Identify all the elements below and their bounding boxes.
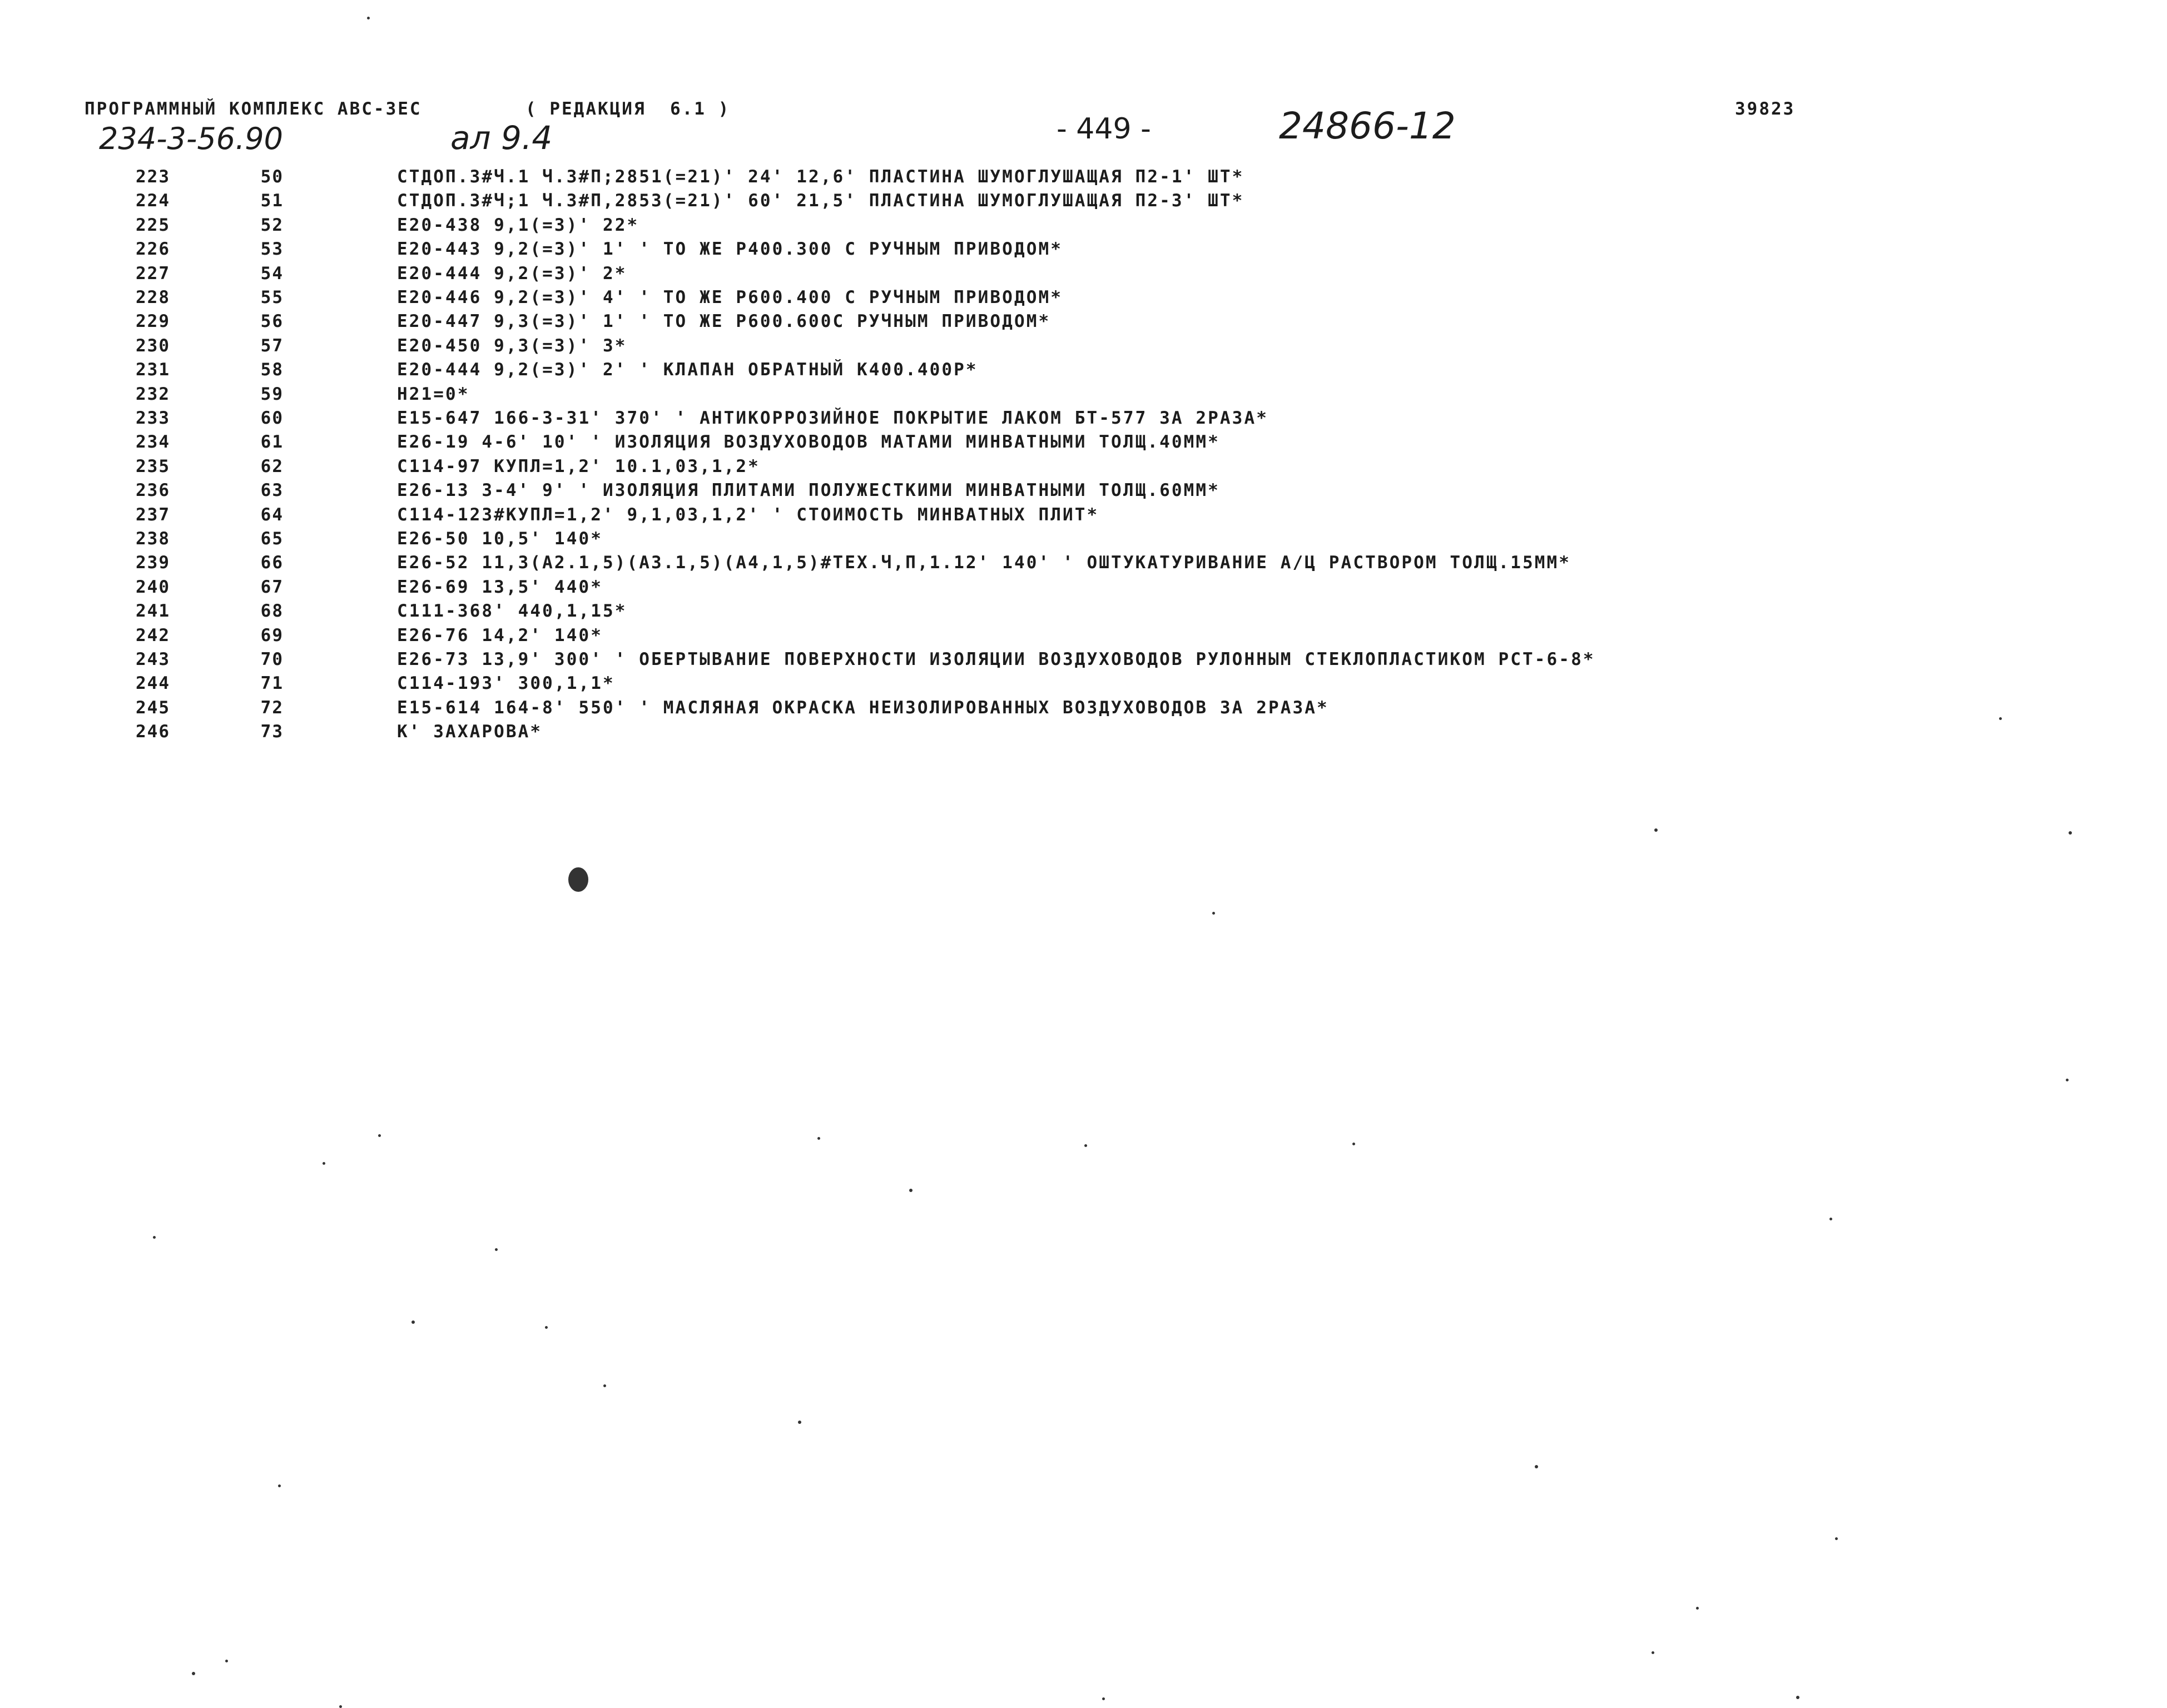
item-record: Е26-76 14,2' 140* [397,625,603,646]
table-row [0,601,2167,625]
item-number: 66 [260,553,284,573]
table-row [0,287,2167,312]
item-number: 58 [260,360,284,380]
table-row [0,408,2167,433]
right-code: 39823 [1735,99,1796,119]
item-number: 69 [260,625,284,646]
line-number: 236 [136,480,170,501]
item-record: Е26-69 13,5' 440* [397,577,603,597]
item-number: 67 [260,577,284,597]
scan-speck [367,17,370,19]
item-number: 68 [260,601,284,622]
item-number: 61 [260,432,284,453]
scan-speck [2066,1079,2069,1081]
scan-speck [339,1705,342,1708]
table-row [0,384,2167,409]
item-number: 72 [260,697,284,718]
scan-speck [1999,717,2002,720]
scan-speck [153,1236,156,1239]
line-number: 230 [136,335,170,356]
item-number: 60 [260,408,284,428]
item-record: Е20-447 9,3(=3)' 1' ' ТО ЖЕ Р600.600С РУЧНЫМ ПРИВОДОМ* [397,311,1051,332]
item-number: 52 [260,215,284,235]
item-record: Е26-13 3-4' 9' ' ИЗОЛЯЦИЯ ПЛИТАМИ ПОЛУЖЕСТКИМИ МИНВАТНЫМИ ТОЛЩ.60ММ* [397,480,1220,501]
item-record: С111-368' 440,1,15* [397,601,627,622]
item-record: С114-97 КУПЛ=1,2' 10.1,03,1,2* [397,456,760,476]
table-row [0,553,2167,577]
line-number: 232 [136,384,170,404]
line-number: 225 [136,215,170,235]
item-number: 71 [260,673,284,694]
item-record: Е26-73 13,9' 300' ' ОБЕРТЫВАНИЕ ПОВЕРХНОСТИ ИЗОЛЯЦИИ ВОЗДУХОВОДОВ РУЛОННЫМ СТЕКЛОПЛАСТИКОМ РСТ-6-8* [397,649,1595,669]
scan-speck [1212,912,1215,915]
program-title: ПРОГРАММНЫЙ КОМПЛЕКС АВС-3ЕС [85,99,422,119]
item-number: 73 [260,722,284,742]
table-row [0,360,2167,384]
item-record: Е20-443 9,2(=3)' 1' ' ТО ЖЕ Р400.300 С РУЧНЫМ ПРИВОДОМ* [397,239,1063,260]
item-number: 65 [260,529,284,549]
item-number: 53 [260,239,284,260]
item-record: Е20-446 9,2(=3)' 4' ' ТО ЖЕ Р600.400 С РУЧНЫМ ПРИВОДОМ* [397,287,1063,307]
line-number: 234 [136,432,170,453]
item-number: 59 [260,384,284,404]
item-number: 63 [260,480,284,501]
item-record: Е26-50 10,5' 140* [397,529,603,549]
table-row [0,698,2167,722]
line-number: 237 [136,504,170,525]
scan-speck [603,1384,606,1387]
line-number: 246 [136,722,170,742]
item-number: 62 [260,456,284,476]
handwritten-sub-reference: ал 9.4 [450,119,553,157]
item-record: Е15-647 166-3-31' 370' ' АНТИКОРРОЗИЙНОЕ ПОКРЫТИЕ ЛАКОМ БТ-577 ЗА 2РАЗА* [397,408,1268,428]
scan-speck [225,1660,228,1662]
scan-speck [1829,1218,1832,1220]
table-row [0,480,2167,505]
line-number: 240 [136,577,170,597]
line-number: 227 [136,263,170,284]
scan-speck [1084,1144,1087,1147]
line-number: 238 [136,529,170,549]
scan-speck [545,1326,548,1329]
line-number: 224 [136,191,170,211]
table-row [0,311,2167,336]
line-number: 231 [136,360,170,380]
item-record: СТДОП.3#Ч;1 Ч.3#П,2853(=21)' 60' 21,5' ПЛАСТИНА ШУМОГЛУШАЩАЯ П2-3' ШТ* [397,191,1244,211]
line-number: 239 [136,553,170,573]
table-row [0,625,2167,650]
item-record: Е20-450 9,3(=3)' 3* [397,335,627,356]
scan-speck [1652,1651,1654,1654]
table-row [0,167,2167,191]
line-number: 223 [136,167,170,187]
table-row [0,529,2167,553]
scan-speck [2069,831,2072,835]
scan-speck [278,1484,281,1487]
page-number: - 449 - [1057,112,1151,146]
scan-speck [798,1421,801,1424]
item-number: 64 [260,504,284,525]
table-row [0,673,2167,698]
item-number: 51 [260,191,284,211]
line-number: 243 [136,649,170,669]
document-code: 24866-12 [1279,105,1456,147]
item-number: 50 [260,167,284,187]
table-row [0,432,2167,456]
item-number: 54 [260,263,284,284]
item-number: 56 [260,311,284,332]
line-number: 229 [136,311,170,332]
table-row [0,191,2167,215]
edition-label: ( РЕДАКЦИЯ 6.1 ) [525,99,731,119]
item-record: С114-123#КУПЛ=1,2' 9,1,03,1,2' ' СТОИМОСТЬ МИНВАТНЫХ ПЛИТ* [397,504,1099,525]
line-number: 233 [136,408,170,428]
line-number: 242 [136,625,170,646]
scan-speck [1835,1537,1838,1540]
line-number: 241 [136,601,170,622]
handwritten-reference: 234-3-56.90 [99,121,283,156]
line-number: 235 [136,456,170,476]
scan-speck [411,1320,415,1324]
item-record: СТДОП.3#Ч.1 Ч.3#П;2851(=21)' 24' 12,6' ПЛАСТИНА ШУМОГЛУШАЩАЯ П2-1' ШТ* [397,167,1244,187]
item-record: Е26-19 4-6' 10' ' ИЗОЛЯЦИЯ ВОЗДУХОВОДОВ МАТАМИ МИНВАТНЫМИ ТОЛЩ.40ММ* [397,432,1220,453]
table-row [0,264,2167,288]
scan-speck [817,1137,820,1140]
item-number: 57 [260,335,284,356]
scan-speck [495,1248,498,1251]
scan-speck [378,1134,381,1137]
line-number: 244 [136,673,170,694]
table-row [0,456,2167,481]
scan-speck [1796,1696,1799,1699]
scan-speck [1352,1143,1355,1145]
item-number: 70 [260,649,284,669]
line-number: 226 [136,239,170,260]
line-number: 245 [136,697,170,718]
item-record: С114-193' 300,1,1* [397,673,615,694]
scan-speck [1535,1465,1538,1468]
scan-speck [323,1162,325,1165]
item-number: 55 [260,287,284,307]
scan-speck [909,1189,913,1192]
table-row [0,215,2167,240]
table-row [0,577,2167,602]
table-row [0,239,2167,264]
item-record: Е26-52 11,3(А2.1,5)(А3.1,5)(А4,1,5)#ТЕХ.Ч,П,1.12' 140' ' ОШТУКАТУРИВАНИЕ А/Ц РАСТВОРОМ ТОЛЩ.15ММ* [397,553,1571,573]
table-row [0,336,2167,360]
item-record: К' ЗАХАРОВА* [397,722,543,742]
item-record: Е15-614 164-8' 550' ' МАСЛЯНАЯ ОКРАСКА НЕИЗОЛИРОВАННЫХ ВОЗДУХОВОДОВ ЗА 2РАЗА* [397,697,1329,718]
table-row [0,505,2167,529]
item-record: Е20-444 9,2(=3)' 2' ' КЛАПАН ОБРАТНЫЙ К400.400Р* [397,360,978,380]
table-row [0,649,2167,674]
scan-speck [1654,828,1658,832]
scan-speck [1696,1607,1699,1610]
item-record: Е20-438 9,1(=3)' 22* [397,215,639,235]
scan-speck [568,867,588,892]
line-number: 228 [136,287,170,307]
scan-speck [192,1672,195,1675]
item-record: Н21=0* [397,384,470,404]
item-record: Е20-444 9,2(=3)' 2* [397,263,627,284]
scan-speck [1102,1697,1105,1700]
table-row [0,722,2167,746]
